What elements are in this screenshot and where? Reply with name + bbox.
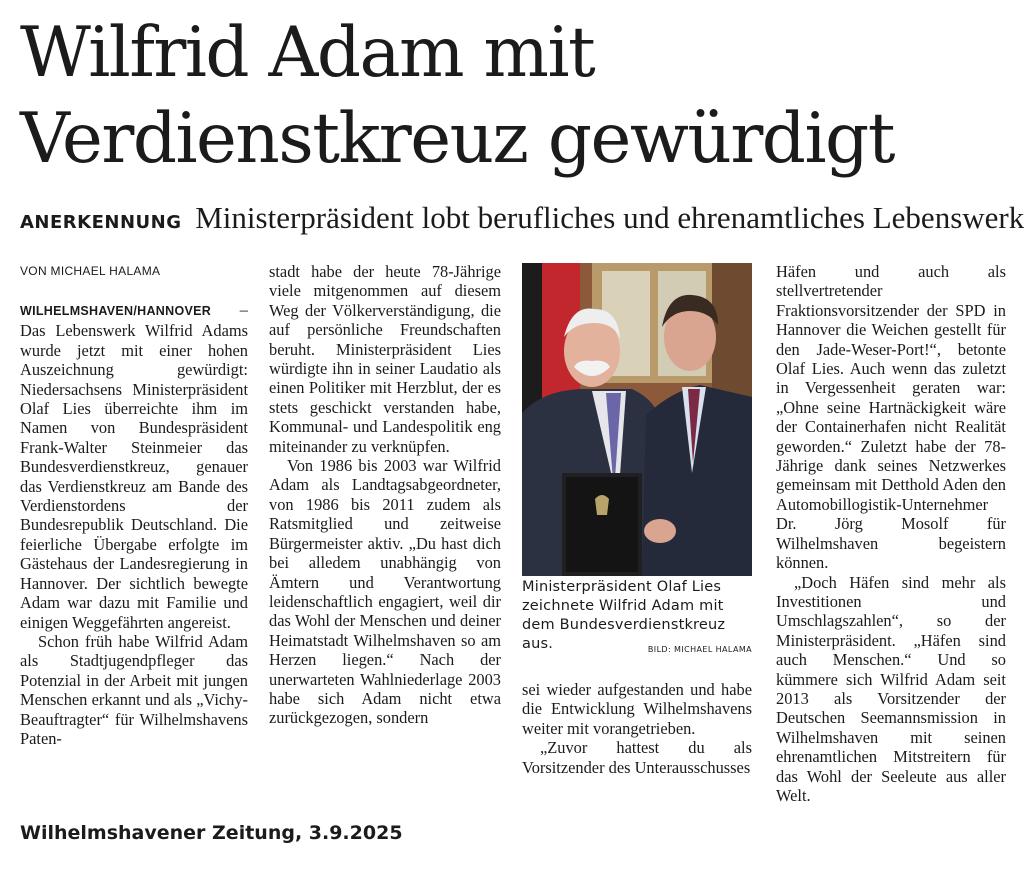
photo-credit: BILD: MICHAEL HALAMA — [647, 645, 752, 654]
paragraph-3-continued: sei wieder aufgestanden und habe die Entwicklung Wilhelmshavens weiter mit vorangetrieben. — [522, 680, 752, 738]
photo-caption — [522, 578, 752, 659]
headline-line-1: Wilfrid Adam mit — [20, 13, 595, 93]
column-1 — [20, 262, 248, 748]
dateline-dash: – — [211, 300, 248, 319]
column-3 — [522, 680, 752, 777]
paragraph-3: Von 1986 bis 2003 war Wilfrid Adam als Landtagsabgeordneter, von 1986 bis 2011 zudem als Ratsmitglied und zeitweise Bürgermeister aktiv. „Du hast dich bei alledem unabhängig von Ämtern und Verantwortung leidenschaftlich engagiert, weil dir das Wohl der Menschen und deiner Heimatstadt Wilhelmshaven so am Herzen liegen.“ Nach der unerwarteten Wahlniederlage 2003 habe sich Adam nicht etwa zurückgezogen, sondern — [269, 456, 501, 728]
source-line: Wilhelmshavener Zeitung, 3.9.2025 — [20, 822, 403, 844]
kicker: ANERKENNUNG — [20, 212, 182, 233]
paragraph-5: „Doch Häfen sind mehr als Investitionen und Umschlagszahlen“, so der Ministerpräsident. „Häfen sind auch Menschen.“ Und so kümmere sich Wilfrid Adam seit 2013 als Vorsitzender der Deutschen Seemannsmission in Wilhelmshaven mit seinen ehrenamtlichen Mitstreitern für das Wohl der Seeleute aus aller Welt. — [776, 572, 1006, 805]
column-4 — [776, 262, 1006, 805]
paragraph-2: Schon früh habe Wilfrid Adam als Stadtjugendpfleger das Potenzial in der Arbeit mit jungen Menschen erkannt und als „Vichy-Beauftragter“ für Wilhelmshavens Paten- — [20, 631, 248, 748]
dateline: WILHELMSHAVEN/HANNOVER — [20, 304, 212, 318]
subheadline-row — [20, 198, 1024, 243]
headline — [20, 10, 1010, 182]
headline-line-2: Verdienstkreuz gewürdigt — [20, 99, 894, 179]
paragraph-2-continued: stadt habe der heute 78-Jährige viele mitgenommen auf diesem Weg der Völkerverständigung, die auf persönliche Freundschaften beruht. Ministerpräsident Lies würdigte ihn in seiner Laudatio als einen Politiker mit Herzblut, der es stets geschickt verstanden habe, Kommunal- und Landespolitik eng miteinander zu verknüpfen. — [269, 262, 501, 456]
paragraph-4: „Zuvor hattest du als Vorsitzender des Unterausschusses — [522, 738, 752, 777]
paragraph-1-text: Das Lebenswerk Wilfrid Adams wurde jetzt mit einer hohen Auszeichnung gewürdigt: Niedersachsens Ministerpräsident Olaf Lies überreichte ihm im Namen von Bundespräsident Frank-Walter Steinmeier das Bundesverdienstkreuz, genauer das Verdienstkreuz am Bande des Verdienstordens der Bundesrepublik Deutschland. Die feierliche Übergabe erfolgte im Gästehaus der Landesregierung in Hannover. Der sichtlich bewegte Adam war dazu mit Familie und einigen Weggefährten angereist. — [20, 321, 248, 632]
paragraph-4-continued: Häfen und auch als stellvertretender Fraktionsvorsitzender der SPD in Hannover die Weichen gestellt für den Jade-Weser-Port!“, betonte Olaf Lies. Auch wenn das zuletzt in Vergessenheit geraten war: „Ohne seine Hartnäckigkeit wäre der Containerhafen nicht Realität geworden.“ Zuletzt habe der 78-Jährige dank seines Netzwerkes gemeinsam mit Detthold Aden den Automobillogistik-Unternehmer Dr. Jörg Mosolf für Wilhelmshaven begeistern können. — [776, 262, 1006, 573]
paragraph-1 — [20, 300, 248, 632]
photo-illustration — [522, 263, 752, 576]
caption-text: Ministerpräsident Olaf Lies zeichnete Wilfrid Adam mit dem Bundesverdienstkreuz aus. — [522, 579, 726, 652]
article-photo — [522, 263, 752, 576]
byline: VON MICHAEL HALAMA — [20, 264, 161, 278]
column-2 — [269, 262, 501, 728]
subheadline: Ministerpräsident lobt berufliches und ehrenamtliches Lebenswerk — [195, 200, 1024, 235]
